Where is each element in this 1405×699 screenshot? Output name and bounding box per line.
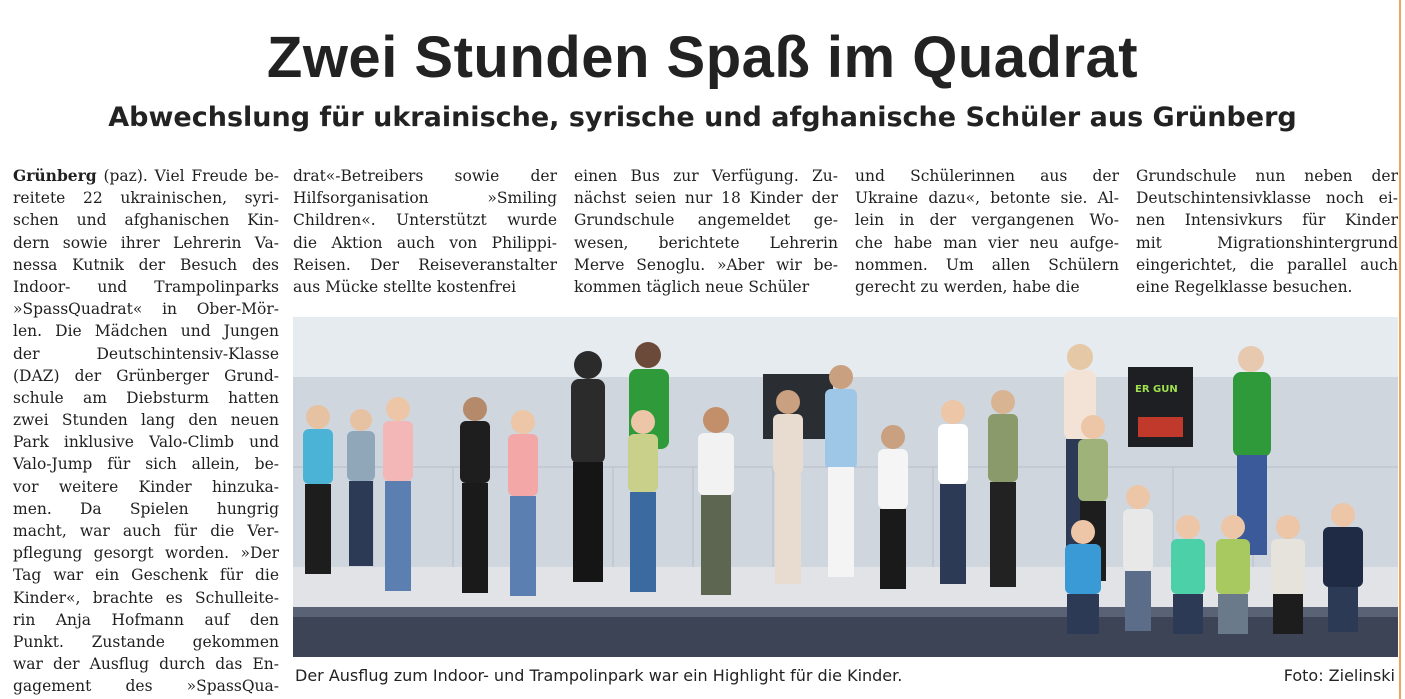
article-line: len. Die Mädchen und Jungen	[13, 322, 279, 341]
article-line: Punkt. Zustande gekommen	[13, 632, 279, 651]
article-line: nommen. Um allen Schülern	[855, 255, 1119, 274]
article-line: Reisen. Der Reiseveranstalter	[293, 255, 557, 274]
article-line: Tag war ein Geschenk für die	[13, 566, 279, 585]
article-line: Kinder«, brachte es Schulleite-	[13, 588, 279, 607]
photo-caption: Der Ausflug zum Indoor- und Trampolinpark war ein Highlight für die Kinder.	[295, 666, 903, 685]
article-line: Merve Senoglu. »Aber wir be-	[574, 255, 838, 274]
dateline: Grünberg	[13, 166, 97, 185]
article-line: rin Anja Hofmann auf den	[13, 610, 279, 629]
article-line: eine Regelklasse besuchen.	[1136, 277, 1353, 296]
article-line: Indoor- und Trampolinparks	[13, 277, 279, 296]
article-line: die Aktion auch von Philippi-	[293, 233, 557, 252]
article-line: macht, war auch für die Ver-	[13, 522, 279, 540]
article-line: drat«-Betreibers sowie der	[293, 167, 557, 185]
article-line: Grünberg (paz). Viel Freude be-	[13, 166, 279, 185]
article-column-3	[574, 165, 838, 298]
article-line: nächst seien nur 18 Kinder der	[574, 189, 838, 208]
article-column-1	[13, 165, 279, 698]
article-line: Park inklusive Valo-Climb und	[13, 433, 279, 452]
article-line: men. Da Spielen hungrig	[13, 499, 279, 518]
article-line: lein in der vergangenen Wo-	[855, 211, 1119, 230]
article-line: aus Mücke stellte kostenfrei	[293, 277, 517, 296]
article-line: der Deutschintensiv-Klasse	[13, 344, 279, 363]
group-photo	[293, 317, 1398, 657]
article-line: reitete 22 ukrainischen, syri-	[13, 189, 279, 208]
article-column-4	[855, 165, 1119, 298]
subheadline: Abwechslung für ukrainische, syrische und afghanische Schüler aus Grünberg	[108, 102, 1297, 133]
article-line: zwei Stunden lang den neuen	[13, 411, 279, 430]
photo-credit: Foto: Zielinski	[1283, 666, 1395, 685]
article-line: »SpassQuadrat« in Ober-Mör-	[13, 300, 279, 319]
article-column-5	[1136, 165, 1398, 298]
article-line: Grundschule angemeldet ge-	[574, 211, 838, 230]
article-line: nessa Kutnik der Besuch des	[13, 255, 279, 274]
article-line: (DAZ) der Grünberger Grund-	[13, 366, 279, 385]
article-line: eingerichtet, die parallel auch	[1136, 255, 1398, 274]
article-line: Valo-Jump für sich allein, be-	[13, 455, 279, 474]
article-line: war der Ausflug durch das En-	[13, 655, 279, 674]
article-line: dern sowie ihrer Lehrerin Va-	[13, 233, 279, 252]
article-line: einen Bus zur Verfügung. Zu-	[574, 167, 838, 185]
article-line: Deutschintensivklasse noch ei-	[1136, 189, 1398, 208]
article-line: schen und afghanischen Kin-	[13, 211, 279, 230]
article-line: vor weitere Kinder hinzuka-	[13, 477, 279, 496]
article-line: kommen täglich neue Schüler	[574, 277, 810, 296]
article-line: Grundschule nun neben der	[1136, 167, 1398, 185]
poster-text: ER GUN	[1135, 384, 1178, 395]
article-line: und Schülerinnen aus der	[855, 167, 1119, 185]
article-line: schule am Diebsturm hatten	[13, 388, 279, 407]
headline: Zwei Stunden Spaß im Quadrat	[266, 25, 1139, 90]
article-line: Hilfsorganisation »Smiling	[293, 189, 557, 208]
article-line: mit Migrationshintergrund	[1136, 233, 1398, 252]
article-line: wesen, berichtete Lehrerin	[574, 233, 838, 252]
article-line: Ukraine dazu«, betonte sie. Al-	[855, 189, 1119, 208]
article-column-2	[293, 165, 557, 298]
article-line: pflegung gesorgt worden. »Der	[13, 544, 279, 563]
article-line: nen Intensivkurs für Kinder	[1136, 211, 1398, 230]
article-line: gagement des »SpassQua-	[13, 677, 279, 696]
article-line: gerecht zu werden, habe die	[855, 277, 1080, 296]
article-line: che habe man vier neu aufge-	[855, 233, 1119, 252]
article-line: Children«. Unterstützt wurde	[293, 211, 557, 230]
